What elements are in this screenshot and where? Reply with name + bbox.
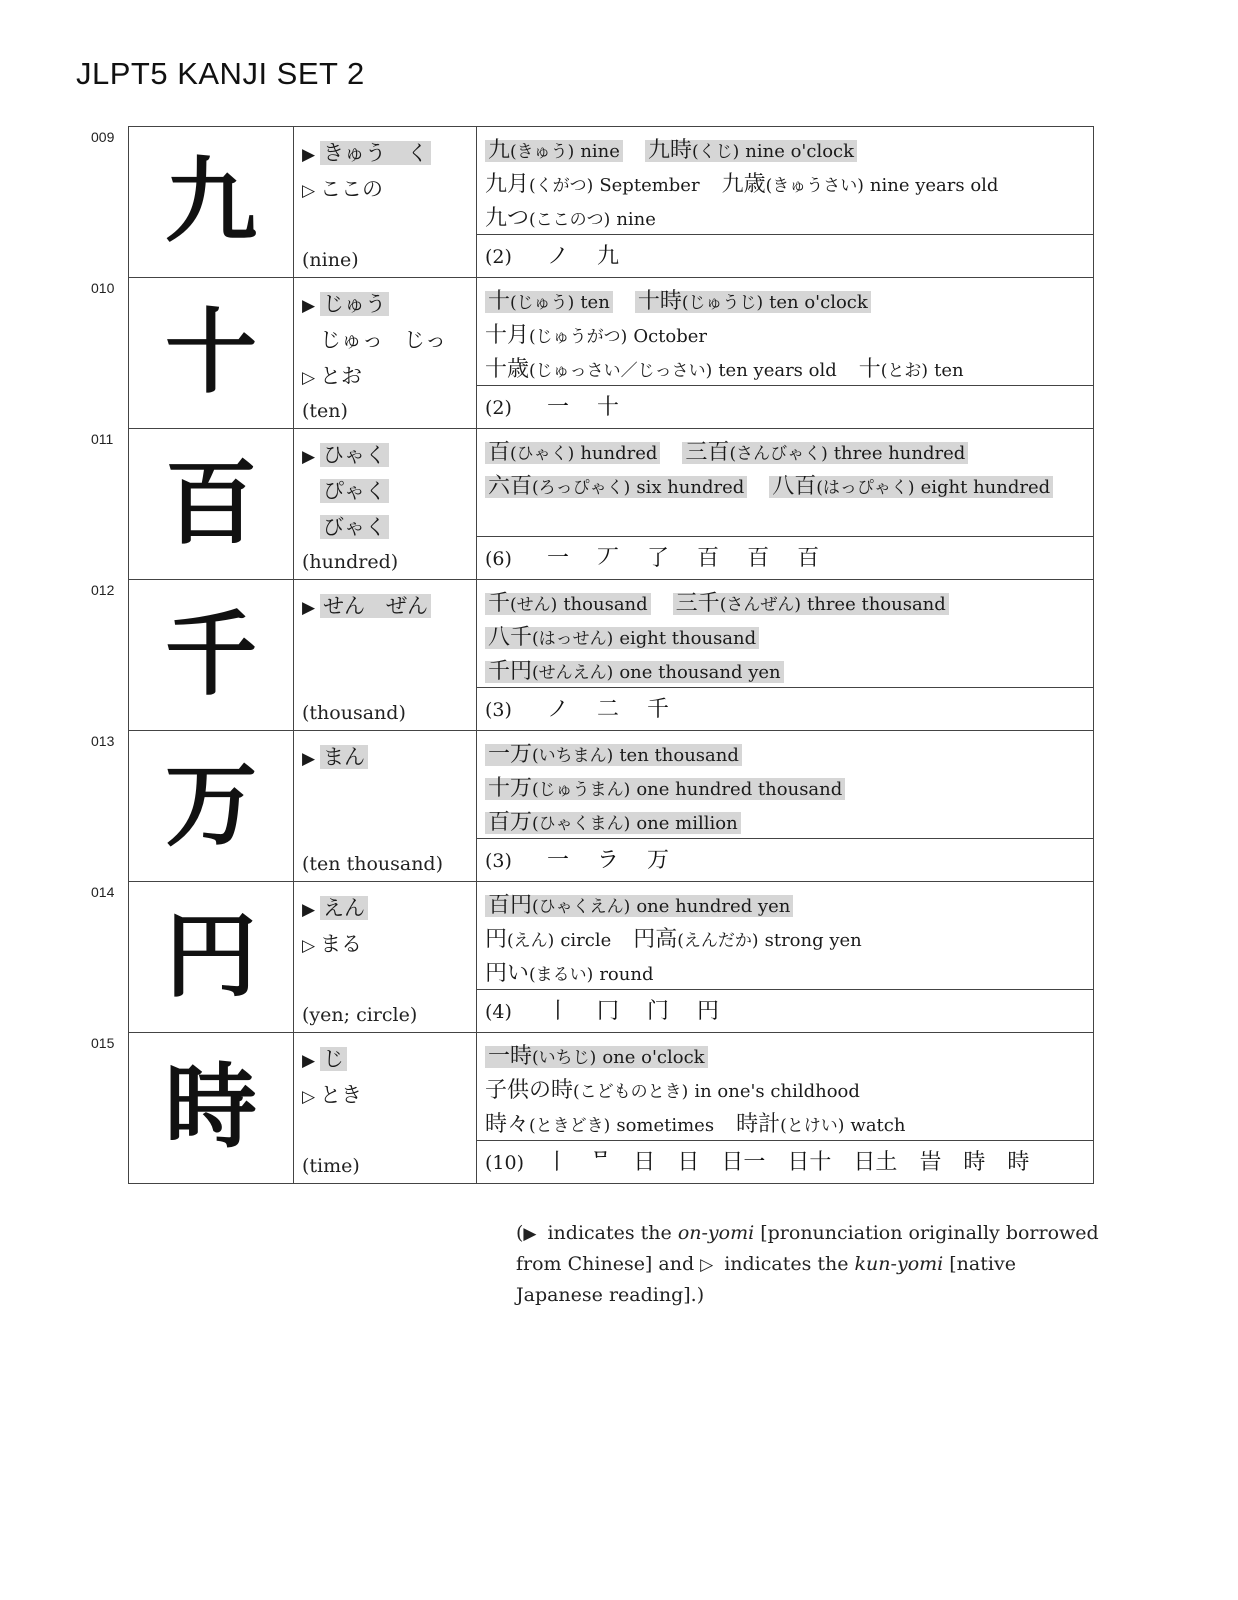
example-english: ten o'clock <box>769 292 868 313</box>
example-english: one hundred yen <box>636 896 791 917</box>
legend-part-5: [native Japanese reading].) <box>516 1253 1016 1306</box>
example-line <box>485 1074 1085 1108</box>
example-kanji: 一万 <box>488 742 533 767</box>
kanji-meaning: (ten thousand) <box>302 853 444 875</box>
example-kanji: 九 <box>488 138 511 163</box>
example-kana: (じゅう) <box>510 293 575 313</box>
stroke-step: 了 <box>647 546 670 571</box>
on-reading: ぴゃく <box>320 479 389 503</box>
stroke-step: 九 <box>597 244 620 269</box>
example-kanji: 十 <box>858 357 881 382</box>
on-yomi-marker-icon: ▶ <box>302 296 316 316</box>
example-line <box>485 806 1085 840</box>
reading-line <box>302 473 468 509</box>
on-yomi-marker-icon: ▶ <box>302 749 316 769</box>
example-word <box>859 359 964 381</box>
kanji-meaning: (ten) <box>302 400 348 422</box>
example-english: in one's childhood <box>694 1081 860 1102</box>
reading-line <box>302 739 468 775</box>
stroke-step: 百 <box>797 546 820 571</box>
on-reading: えん <box>320 896 368 920</box>
example-english: round <box>599 964 654 985</box>
example-kana: (きゅう) <box>510 142 575 162</box>
example-word <box>769 476 1053 498</box>
examples-list <box>477 731 1093 838</box>
stroke-step: 日 <box>677 1150 700 1175</box>
kanji-character: 時 <box>164 1054 257 1161</box>
example-line <box>485 889 1085 923</box>
stroke-step: 万 <box>647 848 670 873</box>
example-word <box>485 929 611 951</box>
example-kanji: 時計 <box>736 1112 781 1137</box>
stroke-step: 丨 <box>546 1150 569 1175</box>
example-english: six hundred <box>636 477 745 498</box>
stroke-order <box>477 989 1093 1031</box>
legend-on-yomi-term: on-yomi <box>677 1222 755 1244</box>
example-kanji: 千円 <box>488 659 533 684</box>
kun-yomi-marker-icon: ▷ <box>302 936 316 956</box>
example-word <box>485 291 613 313</box>
example-word <box>485 744 742 766</box>
stroke-step: 日 <box>633 1150 656 1175</box>
stroke-count: (3) <box>485 850 512 872</box>
kun-yomi-marker-icon: ▷ <box>302 368 316 388</box>
stroke-step: 日土 <box>853 1150 898 1175</box>
example-line <box>485 738 1085 772</box>
kanji-character: 九 <box>164 148 257 255</box>
example-kana: (せん) <box>510 595 558 615</box>
kanji-character: 百 <box>164 450 257 557</box>
reading-line <box>302 890 468 926</box>
readings-list <box>294 1033 476 1113</box>
example-kanji: 百万 <box>488 810 533 835</box>
example-english: ten thousand <box>619 745 739 766</box>
example-english: nine <box>580 141 620 162</box>
example-kana: (こどものとき) <box>573 1082 689 1102</box>
example-kanji: 八千 <box>488 625 533 650</box>
readings-cell <box>294 580 477 731</box>
stroke-step: 一 <box>547 848 570 873</box>
example-kanji: 円い <box>485 961 530 986</box>
stroke-count: (2) <box>485 397 512 419</box>
example-kanji: 時々 <box>485 1112 530 1137</box>
stroke-step: 時 <box>1007 1150 1030 1175</box>
example-kana: (とお) <box>880 361 929 381</box>
example-english: thousand <box>563 594 648 615</box>
example-english: one hundred thousand <box>636 779 843 800</box>
example-kana: (きゅうさい) <box>765 176 864 196</box>
stroke-step: 円 <box>697 999 720 1024</box>
entry-number: 011 <box>91 431 114 447</box>
example-english: three thousand <box>807 594 946 615</box>
kanji-meaning: (nine) <box>302 249 359 271</box>
example-line <box>485 353 1085 387</box>
kanji-character: 十 <box>164 299 257 406</box>
on-yomi-marker-icon: ▶ <box>302 145 316 165</box>
example-line <box>485 1040 1085 1074</box>
stroke-step: 時 <box>963 1150 986 1175</box>
example-english: one million <box>636 813 738 834</box>
on-yomi-marker-icon: ▶ <box>302 1051 316 1071</box>
example-english: nine years old <box>869 175 999 196</box>
stroke-step: 千 <box>647 697 670 722</box>
example-line <box>485 957 1085 991</box>
example-english: ten <box>934 360 964 381</box>
example-word <box>673 593 949 615</box>
kun-reading: ここの <box>320 177 383 201</box>
example-word <box>485 359 837 381</box>
kanji-entry-row <box>129 1033 1094 1184</box>
kanji-character: 万 <box>164 752 257 859</box>
kun-reading: まる <box>320 932 362 956</box>
example-kanji: 八百 <box>772 474 817 499</box>
kanji-meaning: (thousand) <box>302 702 406 724</box>
example-word <box>736 1114 905 1136</box>
example-kanji: 九時 <box>647 138 692 163</box>
on-yomi-marker-icon: ▶ <box>302 598 316 618</box>
example-word <box>633 929 862 951</box>
example-kana: (いちじ) <box>532 1048 597 1068</box>
readings-list <box>294 278 476 394</box>
on-yomi-marker-icon: ▶ <box>302 447 316 467</box>
examples-cell <box>477 429 1094 580</box>
example-english: hundred <box>580 443 658 464</box>
example-word <box>485 174 700 196</box>
kanji-character: 千 <box>164 601 257 708</box>
example-kanji: 十月 <box>485 323 530 348</box>
example-line <box>485 772 1085 806</box>
example-word <box>485 593 651 615</box>
example-word <box>485 895 793 917</box>
stroke-step: 十 <box>597 395 620 420</box>
kanji-entry-row <box>129 278 1094 429</box>
examples-cell <box>477 278 1094 429</box>
on-yomi-marker-icon: ▶ <box>302 900 316 920</box>
kanji-meaning: (yen; circle) <box>302 1004 418 1026</box>
example-english: nine o'clock <box>745 141 855 162</box>
stroke-step: 丨 <box>547 999 570 1024</box>
kanji-cell <box>91 429 294 580</box>
kanji-table <box>91 126 1094 1184</box>
example-line <box>485 621 1085 655</box>
stroke-count: (4) <box>485 1001 512 1023</box>
example-line <box>485 202 1085 236</box>
stroke-step: 丆 <box>597 546 620 571</box>
kanji-cell <box>91 1033 294 1184</box>
examples-list <box>477 1033 1093 1140</box>
kanji-cell <box>91 731 294 882</box>
on-reading: きゅう く <box>320 141 431 165</box>
example-kana: (ひゃく) <box>510 444 575 464</box>
kanji-meaning: (hundred) <box>302 551 399 573</box>
legend-note <box>516 1218 1106 1310</box>
examples-cell <box>477 731 1094 882</box>
on-reading: じゅう <box>320 292 389 316</box>
kanji-entry-row <box>129 580 1094 731</box>
readings-cell <box>294 882 477 1033</box>
example-kanji: 十万 <box>488 776 533 801</box>
stroke-step: 门 <box>647 999 670 1024</box>
readings-cell <box>294 1033 477 1184</box>
reading-line <box>302 286 468 322</box>
kun-yomi-marker-icon: ▷ <box>302 181 316 201</box>
example-kanji: 九歳 <box>721 172 766 197</box>
example-kanji: 十時 <box>637 289 682 314</box>
kanji-cell <box>91 278 294 429</box>
kun-yomi-marker-icon: ▷ <box>302 1087 316 1107</box>
example-english: circle <box>560 930 612 951</box>
example-line <box>485 655 1085 689</box>
example-word <box>485 1046 708 1068</box>
example-english: three hundred <box>833 443 966 464</box>
on-reading: せん ぜん <box>320 594 431 618</box>
example-kana: (じゅうがつ) <box>529 327 628 347</box>
example-kana: (まるい) <box>529 965 594 985</box>
reading-line <box>302 358 468 394</box>
example-kana: (じゅうじ) <box>681 293 764 313</box>
example-english: ten <box>580 292 610 313</box>
stroke-step: 冂 <box>597 999 620 1024</box>
example-english: October <box>633 326 708 347</box>
example-line <box>485 168 1085 202</box>
stroke-step: 旹 <box>919 1150 942 1175</box>
example-english: eight thousand <box>619 628 757 649</box>
example-kana: (えんだか) <box>677 931 759 951</box>
stroke-order <box>477 536 1093 578</box>
stroke-step: 百 <box>697 546 720 571</box>
example-kanji: 千 <box>488 591 511 616</box>
example-word <box>485 1080 860 1102</box>
kanji-meaning: (time) <box>302 1155 360 1177</box>
stroke-step: ノ <box>547 244 570 269</box>
examples-cell <box>477 882 1094 1033</box>
readings-list <box>294 429 476 545</box>
readings-cell <box>294 278 477 429</box>
kanji-character: 円 <box>164 903 257 1010</box>
example-kana: (ときどき) <box>529 1116 611 1136</box>
example-word <box>722 174 999 196</box>
example-english: nine <box>616 209 656 230</box>
example-kana: (ろっぴゃく) <box>532 478 631 498</box>
example-line <box>485 587 1085 621</box>
examples-list <box>477 127 1093 234</box>
example-kana: (とけい) <box>780 1116 845 1136</box>
example-word <box>635 291 871 313</box>
example-kana: (いちまん) <box>532 746 614 766</box>
kanji-entry-row <box>129 429 1094 580</box>
legend-kun-yomi-term: kun-yomi <box>854 1253 944 1275</box>
legend-open: ( <box>516 1222 524 1244</box>
example-line <box>485 285 1085 319</box>
stroke-count: (10) <box>485 1152 525 1174</box>
stroke-step: ᄆ <box>590 1150 612 1175</box>
reading-line <box>302 322 468 358</box>
example-english: one thousand yen <box>619 662 781 683</box>
stroke-count: (2) <box>485 246 512 268</box>
example-word <box>485 140 623 162</box>
example-word <box>485 812 741 834</box>
on-reading: びゃく <box>320 515 389 539</box>
legend-part-3: [pronunciation originally borrowed from Chinese] and <box>516 1222 1099 1275</box>
stroke-order <box>477 838 1093 880</box>
reading-line <box>302 1077 468 1113</box>
stroke-step: 一 <box>547 395 570 420</box>
stroke-count: (3) <box>485 699 512 721</box>
example-word <box>485 661 784 683</box>
example-word <box>485 442 660 464</box>
stroke-count: (6) <box>485 548 512 570</box>
stroke-step: ラ <box>597 848 620 873</box>
reading-line <box>302 437 468 473</box>
example-kana: (じゅっさい／じっさい) <box>529 361 713 381</box>
example-kana: (くがつ) <box>529 176 594 196</box>
example-english: sometimes <box>616 1115 715 1136</box>
stroke-step: 百 <box>747 546 770 571</box>
examples-list <box>477 580 1093 687</box>
on-reading: ひゃく <box>320 443 389 467</box>
legend-part-2: indicates the <box>541 1222 678 1244</box>
example-kanji: 九月 <box>485 172 530 197</box>
example-english: watch <box>850 1115 906 1136</box>
examples-list <box>477 429 1093 536</box>
stroke-step: 日一 <box>721 1150 766 1175</box>
example-line <box>485 470 1085 504</box>
examples-cell <box>477 1033 1094 1184</box>
stroke-order <box>477 234 1093 276</box>
example-kana: (せんえん) <box>532 663 614 683</box>
example-english: ten years old <box>718 360 837 381</box>
entry-number: 013 <box>91 733 115 749</box>
example-word <box>682 442 968 464</box>
example-word <box>485 627 759 649</box>
example-kana: (はっぴゃく) <box>816 478 915 498</box>
example-kana: (えん) <box>507 931 555 951</box>
example-kanji: 百円 <box>488 893 533 918</box>
kun-yomi-marker-icon: ▷ <box>700 1255 714 1275</box>
on-reading: じ <box>320 1047 347 1071</box>
example-english: eight hundred <box>920 477 1051 498</box>
kun-reading: とき <box>320 1083 362 1107</box>
examples-cell <box>477 580 1094 731</box>
stroke-order <box>477 1140 1093 1182</box>
stroke-step: 日十 <box>787 1150 832 1175</box>
kanji-cell <box>91 882 294 1033</box>
stroke-step: 二 <box>597 697 620 722</box>
readings-cell <box>294 127 477 278</box>
readings-list <box>294 580 476 624</box>
entry-number: 010 <box>91 280 115 296</box>
example-kana: (ここのつ) <box>529 210 611 230</box>
example-kanji: 三千 <box>675 591 720 616</box>
kanji-table-body <box>91 127 1094 1184</box>
example-kanji: 三百 <box>685 440 730 465</box>
reading-line <box>302 588 468 624</box>
example-kanji: 六百 <box>488 474 533 499</box>
reading-line <box>302 926 468 962</box>
readings-cell <box>294 731 477 882</box>
entry-number: 014 <box>91 884 115 900</box>
reading-line <box>302 1041 468 1077</box>
on-reading: じゅっ じっ <box>320 328 446 352</box>
example-kana: (はっせん) <box>532 629 614 649</box>
example-word <box>485 208 656 230</box>
example-kanji: 九つ <box>485 206 530 231</box>
example-word <box>485 476 747 498</box>
kanji-entry-row <box>129 731 1094 882</box>
example-kanji: 円高 <box>633 927 678 952</box>
page-title: JLPT5 KANJI SET 2 <box>76 56 365 91</box>
example-kana: (さんびゃく) <box>729 444 828 464</box>
on-reading: まん <box>320 745 368 769</box>
example-english: one o'clock <box>602 1047 705 1068</box>
examples-list <box>477 278 1093 385</box>
kanji-entry-row <box>129 882 1094 1033</box>
stroke-order <box>477 687 1093 729</box>
example-word <box>485 963 653 985</box>
examples-cell <box>477 127 1094 278</box>
kun-reading: とお <box>320 364 362 388</box>
reading-line <box>302 135 468 171</box>
example-line <box>485 923 1085 957</box>
example-line <box>485 1108 1085 1142</box>
example-kanji: 子供の時 <box>485 1078 574 1103</box>
example-kana: (じゅうまん) <box>532 780 631 800</box>
kanji-cell <box>91 580 294 731</box>
example-kanji: 十歳 <box>485 357 530 382</box>
entry-number: 009 <box>91 129 115 145</box>
example-word <box>485 1114 714 1136</box>
example-kanji: 百 <box>488 440 511 465</box>
example-kana: (ひゃくえん) <box>532 897 631 917</box>
example-word <box>645 140 857 162</box>
on-yomi-marker-icon: ▶ <box>523 1224 537 1244</box>
example-kanji: 一時 <box>488 1044 533 1069</box>
stroke-step: ノ <box>547 697 570 722</box>
readings-list <box>294 127 476 207</box>
example-english: September <box>599 175 700 196</box>
examples-list <box>477 882 1093 989</box>
example-kana: (さんぜん) <box>719 595 801 615</box>
kanji-entry-row <box>129 127 1094 278</box>
example-kanji: 十 <box>488 289 511 314</box>
example-kana: (くじ) <box>691 142 740 162</box>
stroke-order <box>477 385 1093 427</box>
example-word <box>485 325 707 347</box>
example-line <box>485 319 1085 353</box>
example-line <box>485 436 1085 470</box>
example-english: strong yen <box>764 930 862 951</box>
reading-line <box>302 509 468 545</box>
stroke-step: 一 <box>547 546 570 571</box>
readings-list <box>294 731 476 775</box>
entry-number: 015 <box>91 1035 115 1051</box>
example-line <box>485 134 1085 168</box>
example-kanji: 円 <box>485 927 508 952</box>
reading-line <box>302 171 468 207</box>
readings-cell <box>294 429 477 580</box>
readings-list <box>294 882 476 962</box>
entry-number: 012 <box>91 582 115 598</box>
kanji-cell <box>91 127 294 278</box>
example-kana: (ひゃくまん) <box>532 814 631 834</box>
legend-part-4: indicates the <box>718 1253 855 1275</box>
example-word <box>485 778 845 800</box>
